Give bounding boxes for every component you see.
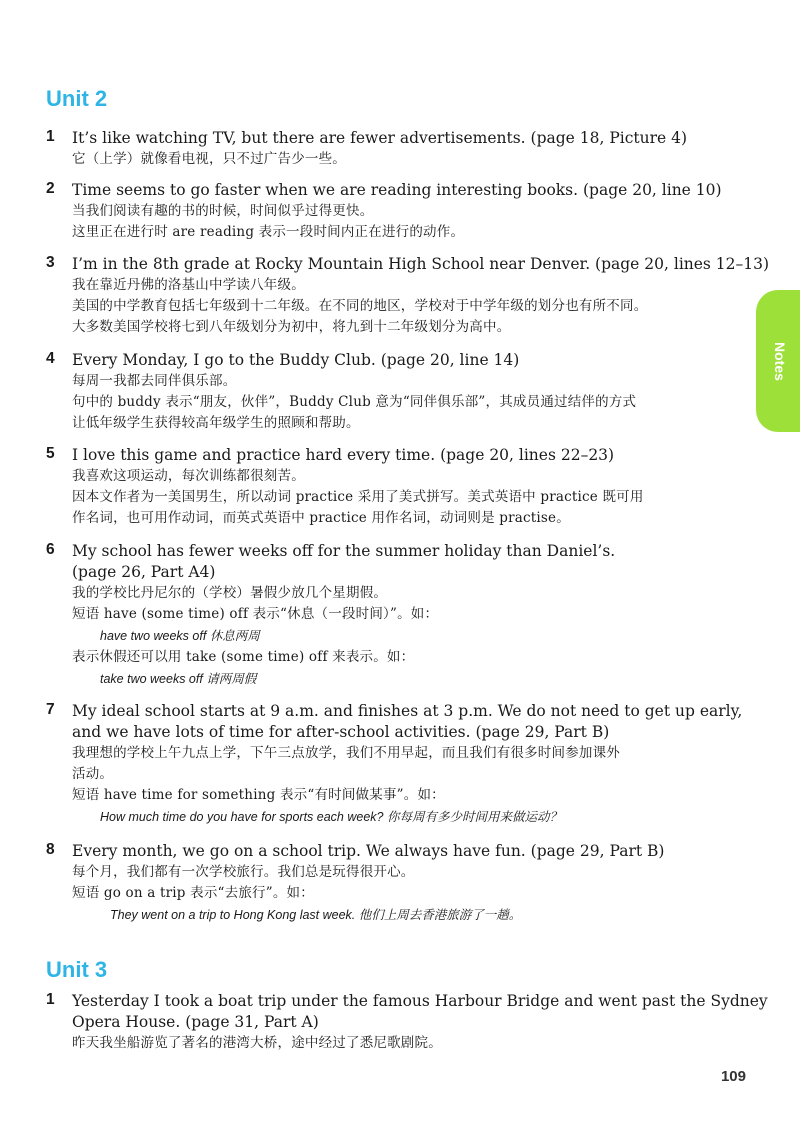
item-number: 7	[46, 701, 55, 718]
chinese-note: 让低年级学生获得较高年级学生的照顾和帮助。	[72, 415, 360, 431]
note-item-2-7	[46, 701, 758, 828]
example-phrase: take two weeks off 请两周假	[100, 672, 257, 686]
english-sentence: It’s like watching TV, but there are fewer advertisements. (page 18, Picture 4)	[72, 129, 688, 147]
note-item-2-5	[46, 445, 758, 529]
chinese-translation: 每个月，我们都有一次学校旅行。我们总是玩得很开心。	[72, 864, 415, 880]
english-sentence: Opera House. (page 31, Part A)	[72, 1013, 319, 1031]
english-sentence: Time seems to go faster when we are reading interesting books. (page 20, line 10)	[72, 181, 722, 199]
note-item-2-8	[46, 841, 758, 926]
item-number: 8	[46, 841, 55, 858]
chinese-note: 作名词，也可用作动词，而英式英语中 practice 用作名词，动词则是 practise。	[72, 510, 570, 526]
notes-tab-label: Notes	[772, 342, 788, 381]
chinese-translation: 当我们阅读有趣的书的时候，时间似乎过得更快。	[72, 203, 374, 219]
chinese-translation: 每周一我都去同伴俱乐部。	[72, 373, 237, 389]
chinese-translation: 我理想的学校上午九点上学，下午三点放学，我们不用早起，而且我们有很多时间参加课外	[72, 745, 620, 761]
chinese-note: 美国的中学教育包括七年级到十二年级。在不同的地区，学校对于中学年级的划分也有所不同。	[72, 298, 648, 314]
english-sentence: and we have lots of time for after-school activities. (page 29, Part B)	[72, 723, 610, 741]
note-item-2-6	[46, 541, 758, 690]
chinese-translation: 昨天我坐船游览了著名的港湾大桥，途中经过了悉尼歌剧院。	[72, 1035, 442, 1051]
page-reference: (page 26, Part A4)	[72, 563, 216, 581]
example-sentence: They went on a trip to Hong Kong last week. 他们上周去香港旅游了一趟。	[110, 908, 522, 922]
english-sentence: My school has fewer weeks off for the summer holiday than Daniel’s.	[72, 542, 616, 560]
english-sentence: I’m in the 8th grade at Rocky Mountain High School near Denver. (page 20, lines 12–13)	[72, 255, 770, 273]
item-number: 3	[46, 254, 55, 271]
unit-3-heading: Unit 3	[46, 957, 108, 982]
chinese-translation: 它（上学）就像看电视，只不过广告少一些。	[72, 151, 346, 167]
item-number: 5	[46, 445, 55, 462]
note-item-2-1	[46, 128, 758, 170]
chinese-note: 大多数美国学校将七到八年级划分为初中，将九到十二年级划分为高中。	[72, 319, 511, 335]
item-number: 1	[46, 128, 55, 145]
item-number: 2	[46, 180, 55, 197]
chinese-note: 表示休假还可以用 take (some time) off 来表示。如：	[72, 649, 415, 665]
note-item-2-2	[46, 180, 758, 243]
chinese-translation: 活动。	[72, 766, 114, 782]
chinese-note: 句中的 buddy 表示“朋友，伙伴”，Buddy Club 意为“同伴俱乐部”，其成员通过结伴的方式	[72, 394, 637, 410]
unit-2-heading: Unit 2	[46, 86, 108, 111]
chinese-note: 短语 have time for something 表示“有时间做某事”。如：	[72, 787, 445, 803]
example-sentence: How much time do you have for sports each week? 你每周有多少时间用来做运动？	[100, 810, 562, 824]
chinese-note: 短语 go on a trip 表示“去旅行”。如：	[72, 885, 314, 901]
page-number: 109	[720, 1068, 746, 1085]
english-sentence: Every month, we go on a school trip. We always have fun. (page 29, Part B)	[72, 842, 665, 860]
item-number: 4	[46, 350, 55, 367]
chinese-note: 这里正在进行时 are reading 表示一段时间内正在进行的动作。	[72, 224, 465, 240]
chinese-translation: 我喜欢这项运动，每次训练都很刻苦。	[72, 468, 305, 484]
english-sentence: Yesterday I took a boat trip under the famous Harbour Bridge and went past the Sydney	[72, 992, 768, 1010]
english-sentence: My ideal school starts at 9 a.m. and finishes at 3 p.m. We do not need to get up early,	[72, 702, 743, 720]
item-number: 1	[46, 991, 55, 1008]
english-sentence: Every Monday, I go to the Buddy Club. (page 20, line 14)	[72, 351, 520, 369]
chinese-note: 因本文作者为一美国男生，所以动词 practice 采用了美式拼写。美式英语中 practice 既可用	[72, 489, 644, 505]
note-item-2-3	[46, 254, 770, 338]
note-item-2-4	[46, 350, 758, 434]
english-sentence: I love this game and practice hard every time. (page 20, lines 22–23)	[72, 446, 615, 464]
chinese-translation: 我的学校比丹尼尔的（学校）暑假少放几个星期假。	[72, 585, 388, 601]
example-phrase: have two weeks off 休息两周	[100, 629, 260, 643]
chinese-note: 短语 have (some time) off 表示“休息（一段时间）”。如：	[72, 606, 439, 622]
item-number: 6	[46, 541, 55, 558]
chinese-translation: 我在靠近丹佛的洛基山中学读八年级。	[72, 277, 305, 293]
note-item-3-1	[46, 991, 768, 1054]
